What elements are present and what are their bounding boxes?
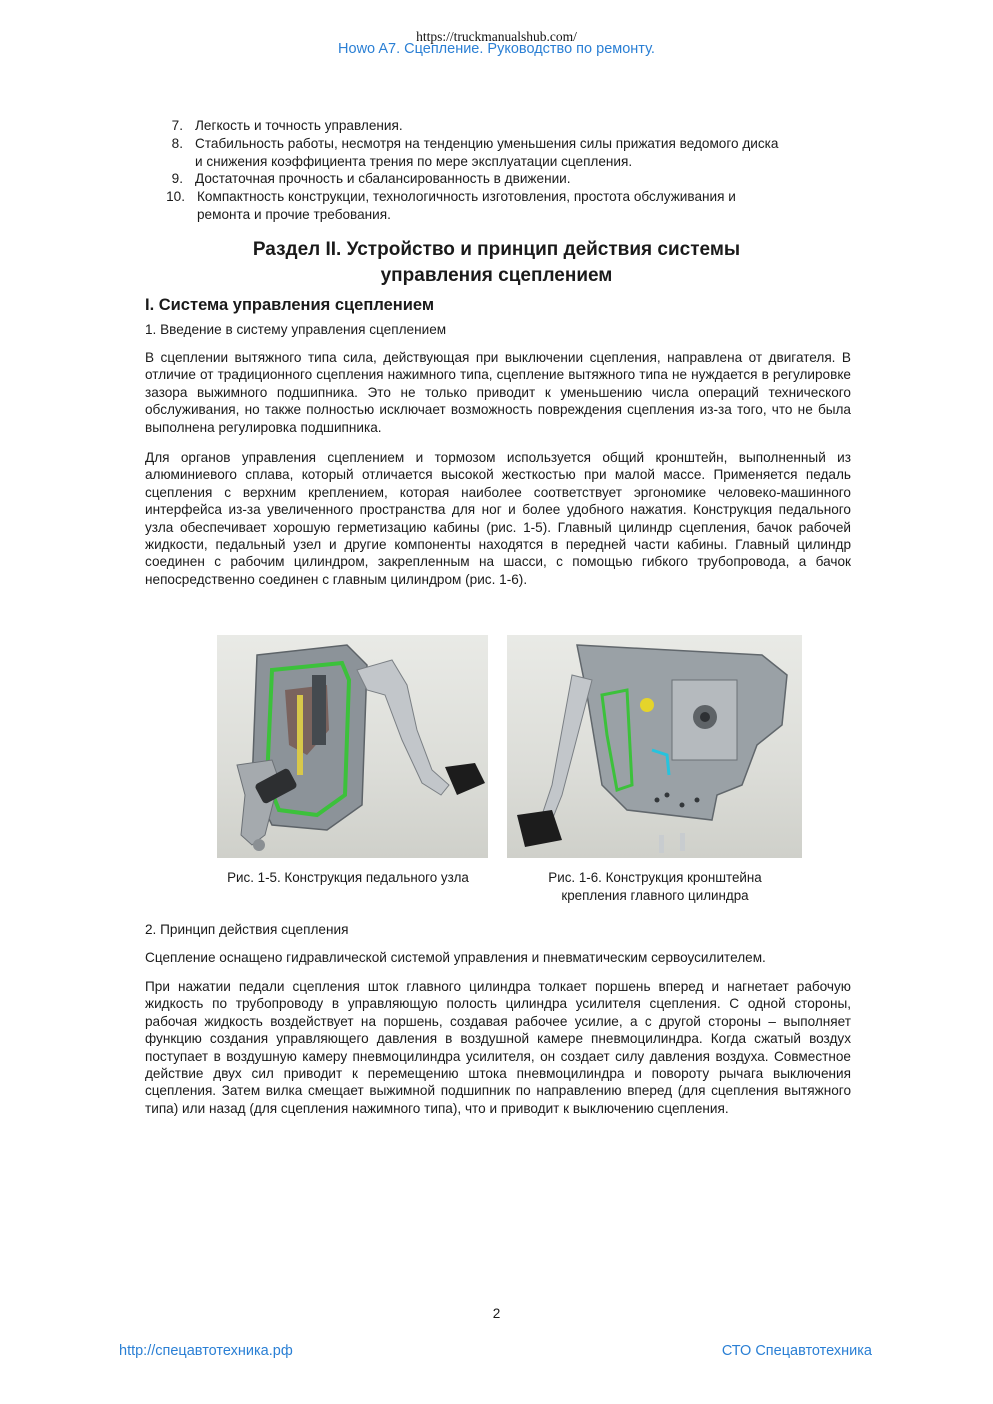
figure-master-cylinder-bracket — [507, 635, 802, 858]
list-item — [145, 170, 865, 188]
list-item-number: 9. — [171, 171, 183, 187]
list-item-text: Стабильность работы, несмотря на тенденцию уменьшения силы прижатия ведомого диска — [195, 135, 779, 151]
list-item — [145, 135, 865, 171]
requirements-list — [145, 117, 865, 224]
list-item-text: ремонта и прочие требования. — [197, 206, 391, 222]
list-item-text: Достаточная прочность и сбалансированность в движении. — [195, 171, 571, 187]
site-url[interactable]: https://truckmanualshub.com/ — [416, 29, 577, 44]
point-heading: 1. Введение в систему управления сцеплением — [145, 322, 447, 337]
section-title-line: управления сцеплением — [380, 265, 613, 286]
section-title — [120, 237, 873, 289]
list-item — [145, 188, 865, 224]
figure-caption — [505, 869, 805, 905]
list-item-number: 8. — [171, 135, 183, 151]
paragraph: При нажатии педали сцепления шток главного цилиндра толкает поршень вперед и нагнетает рабочую жидкость по трубопроводу в управляющую полость цилиндра усилителя сцепления. С одной стороны, рабочая жидкость воздействует на поршень, создавая рабочее усилие, а с другой стороны – выполняет функцию создания управляющего давления в воздушной камере пневмоцилиндра. Когда сжатый воздух поступает в воздушную камеру пневмоцилиндра усилителя, он создает силу давления воздуха. Совместное действие двух сил приводит к перемещению штока пневмоцилиндра и повороту рычага выключения сцепления. Затем вилка смещает выжимной подшипник по направлению вперед (для сцепления вытяжного типа) или назад (для сцепления нажимного типа), что и приводит к выключению сцепления. — [145, 979, 851, 1116]
list-item-text: Легкость и точность управления. — [195, 118, 403, 133]
figure-caption-line: крепления главного цилиндра — [561, 888, 749, 903]
paragraph: Для органов управления сцеплением и тормозом используется общий кронштейн, выполненный из алюминиевого сплава, который отличается высокой жесткостью при малой массе. Применяется педаль сцепления с верхним креплением, которая наиболее соответствует эргономике человеко-машинного интерфейса из-за увеличенного пространства для ног и более удобного нажатия. Конструкция педального узла обеспечивает хорошую герметизацию кабины (рис. 1-5). Главный цилиндр сцепления, бачок рабочей жидкости, педальный узел и другие компоненты находятся в передней части кабины. Главный цилиндр соединен с рабочим цилиндром, закрепленным на шасси, с помощью гибкого трубопровода, а бачок непосредственно соединен с главным цилиндром (рис. 1-6). — [145, 450, 851, 587]
list-item-number: 10. — [166, 189, 185, 205]
figure-caption: Рис. 1-5. Конструкция педального узла — [227, 870, 469, 885]
section-title-line: Раздел II. Устройство и принцип действия системы — [252, 239, 741, 260]
figure-pedal-assembly — [217, 635, 488, 858]
document-title: Howo A7. Сцепление. Руководство по ремонту. — [338, 41, 655, 57]
list-item-number: 7. — [171, 118, 183, 133]
list-item-text: Компактность конструкции, технологичность изготовления, простота обслуживания и — [197, 189, 736, 205]
point-heading: 2. Принцип действия сцепления — [145, 922, 349, 937]
figure-caption-line: Рис. 1-6. Конструкция кронштейна — [548, 870, 762, 885]
bracket-illustration — [507, 635, 802, 858]
paragraph: Сцепление оснащено гидравлической системой управления и пневматическим сервоусилителем. — [145, 950, 766, 965]
pedal-assembly-illustration — [217, 635, 488, 858]
list-item-text: и снижения коэффициента трения по мере эксплуатации сцепления. — [195, 153, 633, 169]
footer-link[interactable]: http://спецавтотехника.рф — [119, 1343, 293, 1359]
footer-brand: СТО Спецавтотехника — [721, 1343, 872, 1359]
paragraph: В сцеплении вытяжного типа сила, действующая при выключении сцепления, направлена от двигателя. В отличие от традиционного сцепления нажимного типа, сцепление вытяжного типа не нуждается в регулировке зазора выжимного подшипника. Это не только приводит к уменьшению числа операций технического обслуживания, но также полностью исключает возможность повреждения сцепления из-за того, что не была выполнена регулировка подшипника. — [145, 350, 851, 435]
subsection-title: I. Система управления сцеплением — [145, 296, 435, 314]
list-item — [145, 117, 865, 135]
page-number: 2 — [492, 1306, 501, 1321]
